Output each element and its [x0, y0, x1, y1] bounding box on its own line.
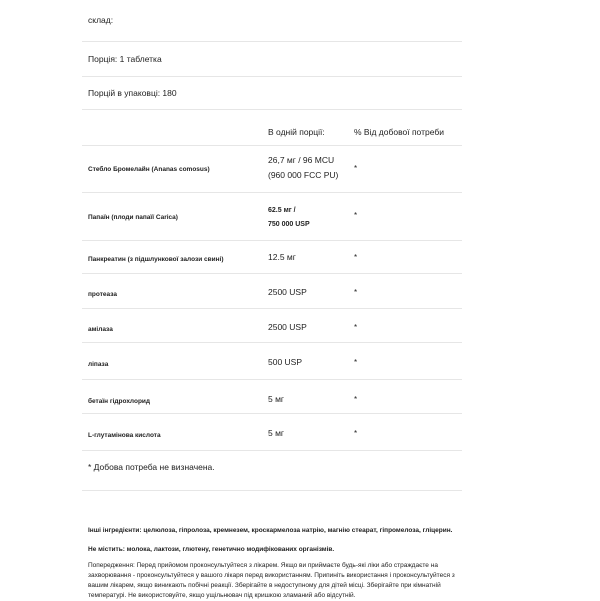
warning-text [88, 561, 528, 601]
table-row [82, 309, 462, 343]
ingredient-daily-value: * [354, 395, 358, 404]
ingredient-name: Папаїн (плоди папаїї Carica) [88, 214, 178, 221]
table-row [82, 193, 462, 241]
table-row [82, 380, 462, 414]
ingredient-name: L-глутамінова кислота [88, 432, 161, 439]
footnote-row [82, 451, 462, 491]
daily-value-footnote: * Добова потреба не визначена. [88, 462, 215, 472]
servings-per-container: Порцій в упаковці: 180 [88, 88, 177, 98]
ingredient-daily-value: * [354, 211, 358, 220]
warning-line: захворювання - проконсультуйтеся у вашого лікаря перед використанням. Припиніть використання і проконсультуйтеся з [88, 572, 455, 579]
ingredient-name: амілаза [88, 326, 113, 333]
ingredient-amount: 5 мг [268, 394, 285, 404]
warning-line: температурі. Не використовуйте, якщо ущільнювач під кришкою зламаний або відсутній. [88, 592, 356, 599]
serving-size: Порція: 1 таблетка [88, 54, 162, 64]
daily-value-header: % Від добової потреби [354, 127, 444, 137]
other-ingredients [88, 526, 528, 536]
table-header-row [82, 110, 462, 146]
ingredient-daily-value: * [354, 323, 358, 332]
warning-line: вашим лікарем, якщо виникають побічні реакції. Зберігайте в недоступному для дітей місці. Зберігайте при кімнатній [88, 582, 441, 589]
table-row [82, 241, 462, 274]
does-not-contain [88, 545, 528, 555]
composition-label: склад: [88, 15, 114, 25]
ingredient-name: Панкреатин (з підшлункової залози свині) [88, 256, 224, 263]
composition-row [82, 0, 462, 42]
table-row [82, 414, 462, 451]
ingredient-daily-value: * [354, 253, 358, 262]
other-ingredients-text: Інші інгредієнти: целюлоза, гіпролоза, кремнезем, кроскармелоза натрію, магнію стеарат, гіпромелоза, гліцерин. [88, 527, 453, 534]
does-not-contain-text: Не містить: молока, лактози, глютену, генетично модифікованих організмів. [88, 546, 335, 553]
ingredient-amount: 2500 USP [268, 322, 307, 332]
serving-size-row [82, 42, 462, 77]
ingredient-daily-value: * [354, 429, 358, 438]
servings-per-container-row [82, 77, 462, 110]
ingredient-amount: 500 USP [268, 357, 303, 367]
ingredient-name: ліпаза [88, 361, 109, 368]
ingredient-daily-value: * [354, 164, 358, 173]
ingredient-amount: 2500 USP [268, 287, 307, 297]
table-row [82, 274, 462, 309]
ingredient-daily-value: * [354, 288, 358, 297]
per-serving-header: В одній порції: [268, 127, 325, 137]
warning-line: Попередження: Перед прийомом проконсультуйтеся з лікарем. Якщо ви приймаєте будь-які ліки або страждаєте на [88, 562, 438, 569]
table-row [82, 146, 462, 193]
ingredient-name: Стебло Бромелайн (Ananas comosus) [88, 166, 210, 173]
table-row [82, 343, 462, 380]
ingredient-amount: 26,7 мг / 96 MCU [268, 155, 335, 165]
ingredient-amount-secondary: (960 000 FCC PU) [268, 170, 339, 180]
supplement-facts-table [82, 0, 462, 491]
ingredient-amount: 5 мг [268, 428, 285, 438]
ingredient-amount: 62.5 мг / [268, 207, 296, 214]
ingredient-name: бетаїн гідрохлорид [88, 398, 151, 405]
ingredient-amount-secondary: 750 000 USP [268, 221, 310, 228]
ingredient-name: протеаза [88, 291, 117, 298]
ingredient-daily-value: * [354, 358, 358, 367]
ingredient-amount: 12.5 мг [268, 252, 296, 262]
